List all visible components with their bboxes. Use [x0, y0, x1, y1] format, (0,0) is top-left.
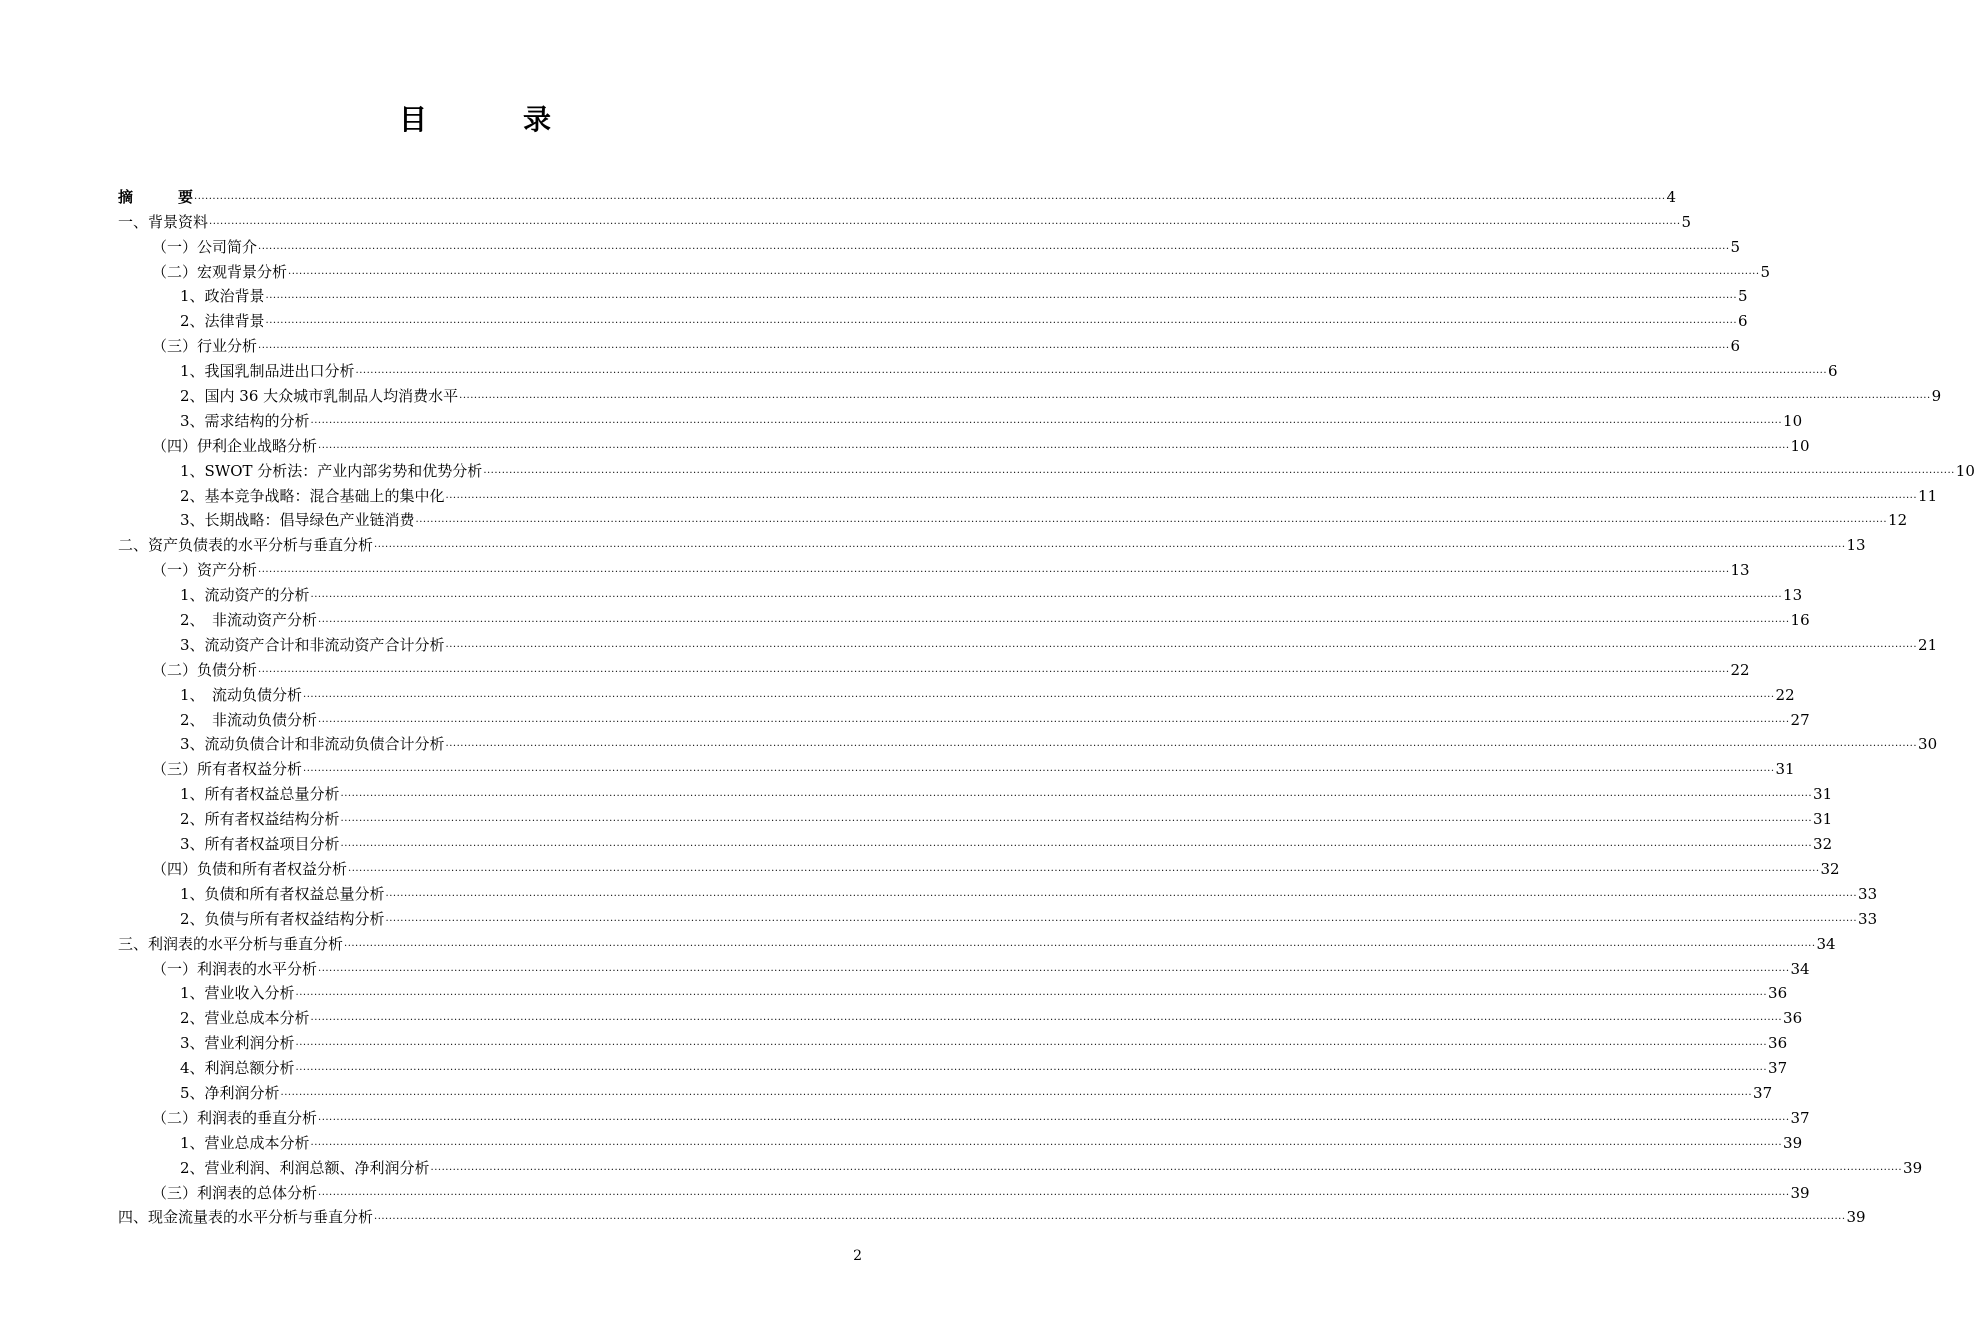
toc-entry-label: （三）所有者权益分析	[152, 760, 303, 779]
toc-leader-dots: ................................................................................................................................................................................................................................................................................................................................................................................................................	[340, 813, 1813, 825]
toc-entry[interactable]	[118, 754, 1795, 779]
toc-entry-page: 39	[1846, 1208, 1866, 1227]
toc-entry[interactable]	[118, 705, 1810, 730]
toc-leader-dots: ................................................................................................................................................................................................................................................................................................................................................................................................................	[258, 663, 1730, 675]
toc-entry-page: 34	[1790, 959, 1810, 978]
toc-leader-dots: ................................................................................................................................................................................................................................................................................................................................................................................................................	[258, 564, 1730, 576]
toc-leader-dots: ................................................................................................................................................................................................................................................................................................................................................................................................................	[318, 713, 1790, 725]
toc-leader-dots: ................................................................................................................................................................................................................................................................................................................................................................................................................	[355, 365, 1828, 377]
toc-entry-page: 39	[1783, 1133, 1803, 1152]
toc-leader-dots: ................................................................................................................................................................................................................................................................................................................................................................................................................	[340, 838, 1813, 850]
toc-entry-label: 一、背景资料	[118, 212, 209, 231]
toc-entry-label: 2、基本竞争战略：混合基础上的集中化	[180, 486, 445, 505]
toc-entry-page: 10	[1790, 436, 1810, 455]
toc-leader-dots: ................................................................................................................................................................................................................................................................................................................................................................................................................	[310, 589, 1783, 601]
toc-entry-label: 5、净利润分析	[180, 1083, 280, 1102]
toc-entry-page: 13	[1730, 561, 1750, 580]
toc-entry-page: 37	[1768, 1059, 1788, 1078]
toc-leader-dots: ................................................................................................................................................................................................................................................................................................................................................................................................................	[385, 887, 1858, 899]
toc-leader-dots: ................................................................................................................................................................................................................................................................................................................................................................................................................	[318, 962, 1790, 974]
toc-entry-page: 4	[1666, 187, 1677, 206]
toc-entry[interactable]	[118, 1203, 1866, 1228]
toc-entry-label: 四、现金流量表的水平分析与垂直分析	[118, 1208, 374, 1227]
toc-entry[interactable]	[118, 232, 1741, 257]
toc-entry-page: 5	[1730, 237, 1741, 256]
toc-entry[interactable]	[118, 1078, 1773, 1103]
toc-entry-label: 1、营业收入分析	[180, 984, 295, 1003]
toc-entry-page: 10	[1783, 411, 1803, 430]
toc-entry[interactable]	[118, 954, 1810, 979]
toc-leader-dots: ................................................................................................................................................................................................................................................................................................................................................................................................................	[265, 290, 1738, 302]
toc-entry[interactable]	[118, 1003, 1803, 1028]
toc-leader-dots: ................................................................................................................................................................................................................................................................................................................................................................................................................	[303, 688, 1775, 700]
toc-entry-label: （一）利润表的水平分析	[152, 959, 318, 978]
toc-entry-page: 13	[1783, 586, 1803, 605]
toc-leader-dots: ................................................................................................................................................................................................................................................................................................................................................................................................................	[415, 514, 1888, 526]
toc-entry[interactable]	[118, 580, 1803, 605]
toc-entry[interactable]	[118, 530, 1866, 555]
toc-entry-page: 22	[1730, 660, 1750, 679]
toc-entry-page: 31	[1813, 785, 1833, 804]
toc-entry-page: 34	[1816, 934, 1836, 953]
toc-entry-label: 3、营业利润分析	[180, 1034, 295, 1053]
toc-entry-page: 11	[1918, 486, 1938, 505]
toc-entry[interactable]	[118, 804, 1833, 829]
toc-leader-dots: ................................................................................................................................................................................................................................................................................................................................................................................................................	[483, 464, 1955, 476]
toc-entry-page: 21	[1918, 635, 1938, 654]
toc-entry[interactable]	[118, 1028, 1788, 1053]
table-of-contents	[118, 182, 1975, 1227]
toc-entry-page: 22	[1775, 685, 1795, 704]
toc-entry-label: 1、流动资产的分析	[180, 586, 310, 605]
toc-entry[interactable]	[118, 1178, 1810, 1203]
toc-entry[interactable]	[118, 381, 1942, 406]
toc-leader-dots: ................................................................................................................................................................................................................................................................................................................................................................................................................	[340, 788, 1813, 800]
toc-entry[interactable]	[118, 506, 1908, 531]
toc-entry[interactable]	[118, 456, 1975, 481]
toc-leader-dots: ................................................................................................................................................................................................................................................................................................................................................................................................................	[310, 1136, 1783, 1148]
toc-entry-label: 1、我国乳制品进出口分析	[180, 362, 355, 381]
toc-entry-page: 39	[1903, 1158, 1923, 1177]
toc-entry[interactable]	[118, 879, 1878, 904]
toc-entry[interactable]	[118, 929, 1836, 954]
toc-entry-page: 5	[1738, 287, 1748, 306]
toc-entry-page: 36	[1783, 1009, 1803, 1028]
toc-entry[interactable]	[118, 829, 1833, 854]
toc-entry-label: 三、利润表的水平分析与垂直分析	[118, 934, 344, 953]
toc-entry[interactable]	[118, 630, 1938, 655]
toc-entry[interactable]	[118, 1053, 1788, 1078]
toc-leader-dots: ................................................................................................................................................................................................................................................................................................................................................................................................................	[445, 489, 1918, 501]
toc-leader-dots: ................................................................................................................................................................................................................................................................................................................................................................................................................	[385, 912, 1858, 924]
toc-leader-dots: ................................................................................................................................................................................................................................................................................................................................................................................................................	[265, 315, 1738, 327]
toc-entry[interactable]	[118, 282, 1748, 307]
toc-entry-label: 1、所有者权益总量分析	[180, 785, 340, 804]
toc-entry[interactable]	[118, 306, 1748, 331]
toc-leader-dots: ................................................................................................................................................................................................................................................................................................................................................................................................................	[295, 1037, 1768, 1049]
toc-entry-label: （二）负债分析	[152, 660, 258, 679]
toc-entry[interactable]	[118, 730, 1938, 755]
toc-entry-page: 6	[1828, 362, 1838, 381]
toc-entry-label: 1、营业总成本分析	[180, 1133, 310, 1152]
toc-entry-page: 33	[1858, 909, 1878, 928]
toc-entry[interactable]	[118, 481, 1938, 506]
toc-entry-page: 6	[1730, 337, 1741, 356]
toc-leader-dots: ................................................................................................................................................................................................................................................................................................................................................................................................................	[374, 1211, 1846, 1223]
toc-entry-page: 32	[1813, 835, 1833, 854]
toc-entry-label: 3、长期战略：倡导绿色产业链消费	[180, 511, 415, 530]
toc-entry[interactable]	[118, 182, 1677, 207]
toc-entry-label: 2、所有者权益结构分析	[180, 810, 340, 829]
toc-entry-page: 36	[1768, 984, 1788, 1003]
toc-leader-dots: ................................................................................................................................................................................................................................................................................................................................................................................................................	[303, 763, 1775, 775]
toc-entry-label: 2、法律背景	[180, 312, 265, 331]
toc-leader-dots: ................................................................................................................................................................................................................................................................................................................................................................................................................	[318, 1111, 1790, 1123]
toc-entry-page: 31	[1813, 810, 1833, 829]
toc-entry[interactable]	[118, 779, 1833, 804]
toc-entry-page: 6	[1738, 312, 1748, 331]
toc-leader-dots: ................................................................................................................................................................................................................................................................................................................................................................................................................	[318, 1186, 1790, 1198]
toc-entry-label: （四）负债和所有者权益分析	[152, 859, 348, 878]
toc-entry-label: 2、国内 36 大众城市乳制品人均消费水平	[180, 387, 459, 406]
toc-entry[interactable]	[118, 605, 1810, 630]
toc-entry[interactable]	[118, 406, 1803, 431]
toc-entry-label: 3、流动负债合计和非流动负债合计分析	[180, 735, 445, 754]
toc-leader-dots: ................................................................................................................................................................................................................................................................................................................................................................................................................	[344, 937, 1816, 949]
toc-entry-label: 3、所有者权益项目分析	[180, 835, 340, 854]
toc-entry-label: 1、政治背景	[180, 287, 265, 306]
toc-entry-page: 16	[1790, 611, 1810, 630]
toc-entry[interactable]	[118, 207, 1692, 232]
toc-entry-page: 31	[1775, 760, 1795, 779]
toc-leader-dots: ................................................................................................................................................................................................................................................................................................................................................................................................................	[348, 862, 1820, 874]
toc-entry-page: 12	[1888, 511, 1908, 530]
toc-entry-label: （二）宏观背景分析	[152, 262, 288, 281]
toc-entry-page: 10	[1955, 461, 1975, 480]
toc-leader-dots: ................................................................................................................................................................................................................................................................................................................................................................................................................	[295, 1062, 1768, 1074]
toc-leader-dots: ................................................................................................................................................................................................................................................................................................................................................................................................................	[280, 1086, 1753, 1098]
toc-entry[interactable]	[118, 331, 1741, 356]
toc-entry[interactable]	[118, 431, 1810, 456]
page-title: 目 录	[398, 103, 585, 136]
toc-leader-dots: ................................................................................................................................................................................................................................................................................................................................................................................................................	[310, 414, 1783, 426]
toc-entry-label: 2、负债与所有者权益结构分析	[180, 909, 385, 928]
toc-entry-page: 27	[1790, 710, 1810, 729]
toc-entry-label: （一）公司简介	[152, 237, 258, 256]
toc-entry-label: 2、 非流动负债分析	[180, 710, 318, 729]
toc-entry[interactable]	[118, 1128, 1803, 1153]
toc-entry[interactable]	[118, 1103, 1810, 1128]
toc-leader-dots: ................................................................................................................................................................................................................................................................................................................................................................................................................	[318, 614, 1790, 626]
toc-entry-page: 37	[1753, 1083, 1773, 1102]
toc-entry-page: 5	[1760, 262, 1771, 281]
toc-leader-dots: ................................................................................................................................................................................................................................................................................................................................................................................................................	[288, 265, 1760, 277]
toc-entry-page: 5	[1681, 212, 1692, 231]
toc-entry-page: 13	[1846, 536, 1866, 555]
toc-entry-label: （一）资产分析	[152, 561, 258, 580]
toc-entry-label: 1、负债和所有者权益总量分析	[180, 884, 385, 903]
toc-leader-dots: ................................................................................................................................................................................................................................................................................................................................................................................................................	[258, 240, 1730, 252]
toc-entry[interactable]	[118, 904, 1878, 929]
toc-entry-page: 32	[1820, 859, 1840, 878]
toc-entry-label: 3、需求结构的分析	[180, 411, 310, 430]
toc-entry[interactable]	[118, 555, 1750, 580]
toc-entry-label: 1、 流动负债分析	[180, 685, 303, 704]
toc-leader-dots: ................................................................................................................................................................................................................................................................................................................................................................................................................	[374, 539, 1846, 551]
toc-leader-dots: ................................................................................................................................................................................................................................................................................................................................................................................................................	[318, 439, 1790, 451]
toc-leader-dots: ................................................................................................................................................................................................................................................................................................................................................................................................................	[310, 1012, 1783, 1024]
toc-leader-dots: ................................................................................................................................................................................................................................................................................................................................................................................................................	[209, 215, 1681, 227]
toc-entry-page: 37	[1790, 1108, 1810, 1127]
toc-entry-label: 2、营业利润、利润总额、净利润分析	[180, 1158, 430, 1177]
toc-entry-page: 39	[1790, 1183, 1810, 1202]
toc-entry-label: 3、流动资产合计和非流动资产合计分析	[180, 635, 445, 654]
toc-entry[interactable]	[118, 655, 1750, 680]
toc-entry-label: 二、资产负债表的水平分析与垂直分析	[118, 536, 374, 555]
toc-entry-label: （四）伊利企业战略分析	[152, 436, 318, 455]
toc-leader-dots: ................................................................................................................................................................................................................................................................................................................................................................................................................	[258, 340, 1730, 352]
toc-entry-label: （二）利润表的垂直分析	[152, 1108, 318, 1127]
toc-leader-dots: ................................................................................................................................................................................................................................................................................................................................................................................................................	[459, 390, 1931, 402]
toc-entry[interactable]	[118, 356, 1838, 381]
toc-entry-page: 36	[1768, 1034, 1788, 1053]
toc-leader-dots: ................................................................................................................................................................................................................................................................................................................................................................................................................	[295, 987, 1768, 999]
toc-entry-label: 2、 非流动资产分析	[180, 611, 318, 630]
toc-entry-label: 摘 要	[118, 187, 194, 206]
page-number: 2	[853, 1248, 862, 1264]
toc-entry-label: （三）行业分析	[152, 337, 258, 356]
toc-entry-label: 4、利润总额分析	[180, 1059, 295, 1078]
toc-entry[interactable]	[118, 979, 1788, 1004]
toc-leader-dots: ................................................................................................................................................................................................................................................................................................................................................................................................................	[430, 1161, 1903, 1173]
toc-entry-page: 9	[1931, 387, 1942, 406]
toc-entry-label: 2、营业总成本分析	[180, 1009, 310, 1028]
toc-leader-dots: ................................................................................................................................................................................................................................................................................................................................................................................................................	[445, 738, 1918, 750]
toc-entry[interactable]	[118, 854, 1840, 879]
toc-entry[interactable]	[118, 680, 1795, 705]
toc-entry[interactable]	[118, 1153, 1923, 1178]
toc-entry[interactable]	[118, 257, 1771, 282]
toc-entry-page: 33	[1858, 884, 1878, 903]
toc-leader-dots: ................................................................................................................................................................................................................................................................................................................................................................................................................	[194, 190, 1666, 202]
toc-leader-dots: ................................................................................................................................................................................................................................................................................................................................................................................................................	[445, 638, 1918, 650]
toc-entry-label: （三）利润表的总体分析	[152, 1183, 318, 1202]
toc-entry-label: 1、SWOT 分析法：产业内部劣势和优势分析	[180, 461, 483, 480]
toc-entry-page: 30	[1918, 735, 1938, 754]
